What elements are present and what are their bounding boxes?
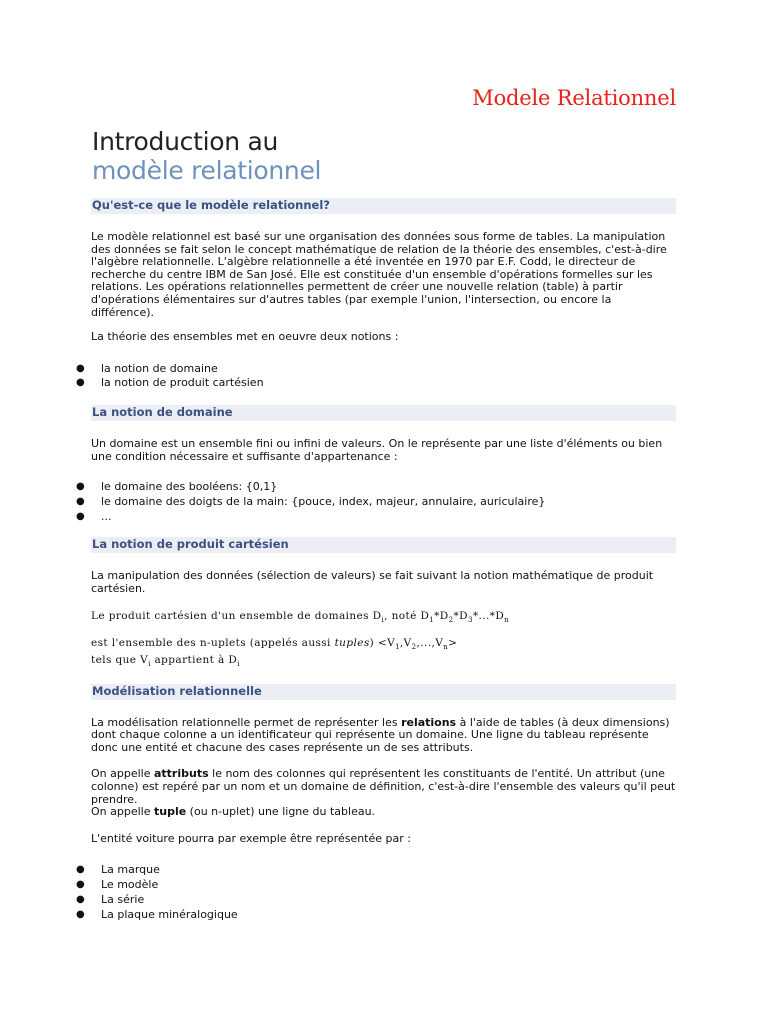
list-item: ● la notion de produit cartésien [76, 376, 264, 390]
bullet-icon: ● [76, 893, 85, 905]
formula-line: tels que $V_i$ appartient à $D_i$ [91, 654, 240, 669]
bullet-icon: ● [76, 510, 85, 522]
list-item: ● La série [76, 892, 145, 906]
bullet-list [76, 863, 676, 922]
bullet-list [76, 480, 676, 524]
formula-line: Le produit cartésien d'un ensemble de domaines $D_i$, noté $D_1*D_2*D_3*...*D_n$ [91, 609, 510, 624]
paragraph: Le modèle relationnel est basé sur une organisation des données sous forme de tables. La manipulation des données se fait selon le concept mathématique de relation de la théorie des ensembles, c'est-à-dire l'algèbre relationnelle. L'algèbre relationnelle a été inventée en 1970 par E.F. Codd, le directeur de recherche du centre IBM de San José. Elle est constituée d'un ensemble d'opérations formelles sur les relations. Les opérations relationnelles permettent de créer une nouvelle relation (table) à partir d'opérations élémentaires sur d'autres tables (par exemple l'union, l'intersection, ou encore la différence). [91, 230, 667, 319]
paragraph: On appelle tuple (ou n-uplet) une ligne du tableau. [91, 805, 376, 819]
section-heading-modelling: Modélisation relationnelle [91, 684, 676, 700]
list-item: ● ... [76, 509, 112, 523]
page-title: Modele Relationnel [472, 86, 676, 110]
bullet-icon: ● [76, 377, 85, 389]
paragraph: La théorie des ensembles met en oeuvre deux notions : [91, 330, 399, 344]
list-item: ● la notion de domaine [76, 361, 218, 375]
list-item: ● le domaine des doigts de la main: {pouce, index, majeur, annulaire, auriculaire} [76, 495, 546, 509]
list-item: ● le domaine des booléens: {0,1} [76, 480, 278, 494]
bullet-icon: ● [76, 864, 85, 876]
document-body [76, 198, 676, 922]
section-heading-domain: La notion de domaine [91, 405, 676, 421]
list-item: ● La marque [76, 863, 160, 877]
bullet-icon: ● [76, 496, 85, 508]
paragraph: L'entité voiture pourra par exemple être représentée par : [91, 831, 411, 845]
list-item: ● Le modèle [76, 878, 159, 892]
list-item: ● La plaque minéralogique [76, 907, 238, 921]
bullet-icon: ● [76, 879, 85, 891]
section-heading-cartesian-product: La notion de produit cartésien [91, 537, 676, 553]
paragraph: On appelle attributs le nom des colonnes qui représentent les constituants de l'entité. Un attribut (une colonne) est repéré par un nom et un domaine de définition, c'est-à-dire l'ensemble des valeurs qu'il peut prendre. [91, 767, 676, 806]
bullet-icon: ● [76, 908, 85, 920]
intro-title [92, 127, 321, 185]
bullet-icon: ● [76, 481, 85, 493]
bullet-icon: ● [76, 362, 85, 374]
paragraph: La manipulation des données (sélection de valeurs) se fait suivant la notion mathématique de produit cartésien. [91, 569, 654, 596]
paragraph: Un domaine est un ensemble fini ou infini de valeurs. On le représente par une liste d'éléments ou bien une condition nécessaire et suffisante d'appartenance : [91, 437, 663, 463]
intro-title-line1: Introduction au [92, 127, 279, 156]
intro-title-line2: modèle relationnel [92, 156, 322, 185]
formula-line: est l'ensemble des n-uplets (appelés aussi tuples) $<V_1,V_2,...,V_n>$ [91, 637, 458, 652]
paragraph: La modélisation relationnelle permet de représenter les relations à l'aide de tables (à deux dimensions) dont chaque colonne a un identificateur qui représente un domaine. Une ligne du tableau représente donc une entité et chacune des cases représente un de ses attributs. [91, 715, 670, 754]
bullet-list [76, 361, 676, 391]
section-heading-what-is: Qu'est-ce que le modèle relationnel? [91, 198, 676, 214]
